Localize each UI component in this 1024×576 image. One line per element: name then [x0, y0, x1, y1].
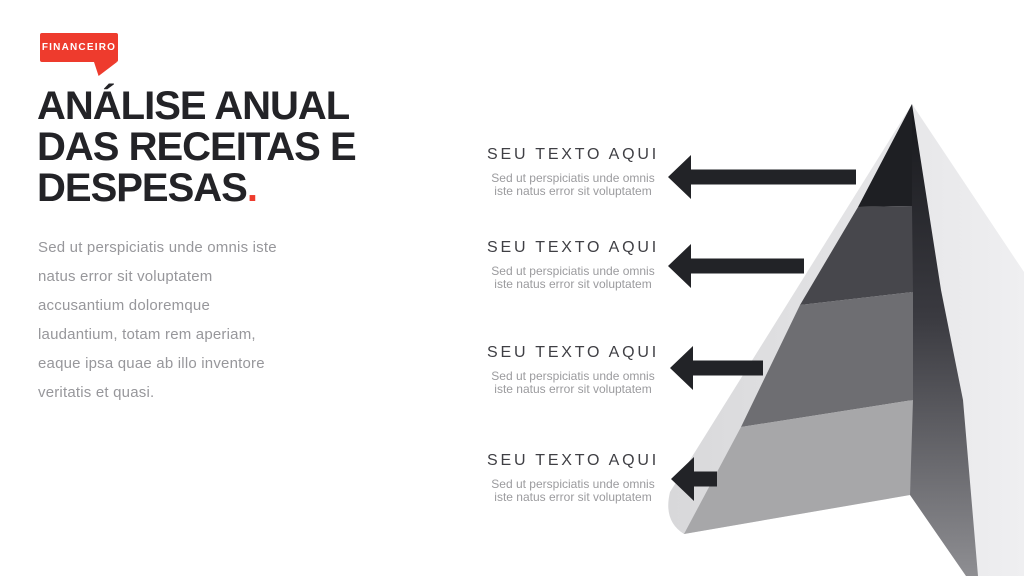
list-item-4 [462, 450, 684, 504]
item-subtext: Sed ut perspiciatis unde omnis iste natus error sit voluptatem [491, 264, 655, 291]
item-heading: SEU TEXTO AQUI [487, 146, 659, 163]
paragraph-line: Sed ut perspiciatis unde omnis iste [38, 239, 277, 256]
paragraph-line: accusantium doloremque [38, 297, 210, 314]
list-item-2 [462, 237, 684, 291]
paragraph-line: laudantium, totam rem aperiam, [38, 326, 256, 343]
item-heading: SEU TEXTO AQUI [487, 344, 659, 361]
item-heading: SEU TEXTO AQUI [487, 239, 659, 256]
category-tag-label: FINANCEIRO [41, 42, 117, 53]
category-tag [40, 33, 118, 62]
slide-title-line-2: DAS RECEITAS E [37, 125, 356, 169]
paragraph-line: eaque ipsa quae ab illo inventore [38, 355, 265, 372]
slide-title [37, 86, 507, 209]
list-item-1 [462, 144, 684, 198]
item-heading: SEU TEXTO AQUI [487, 452, 659, 469]
item-subtext: Sed ut perspiciatis unde omnis iste natus error sit voluptatem [491, 171, 655, 198]
paragraph-line: veritatis et quasi. [38, 384, 155, 401]
list-item-3 [462, 342, 684, 396]
slide-title-line-3: DESPESAS. [37, 166, 257, 210]
category-tag-tail [94, 62, 117, 76]
intro-paragraph [38, 233, 308, 407]
paragraph-line: natus error sit voluptatem [38, 268, 213, 285]
title-accent-period: . [246, 166, 257, 210]
item-subtext: Sed ut perspiciatis unde omnis iste natus error sit voluptatem [491, 369, 655, 396]
slide-title-line-1: ANÁLISE ANUAL [37, 84, 350, 128]
item-subtext: Sed ut perspiciatis unde omnis iste natus error sit voluptatem [491, 477, 655, 504]
